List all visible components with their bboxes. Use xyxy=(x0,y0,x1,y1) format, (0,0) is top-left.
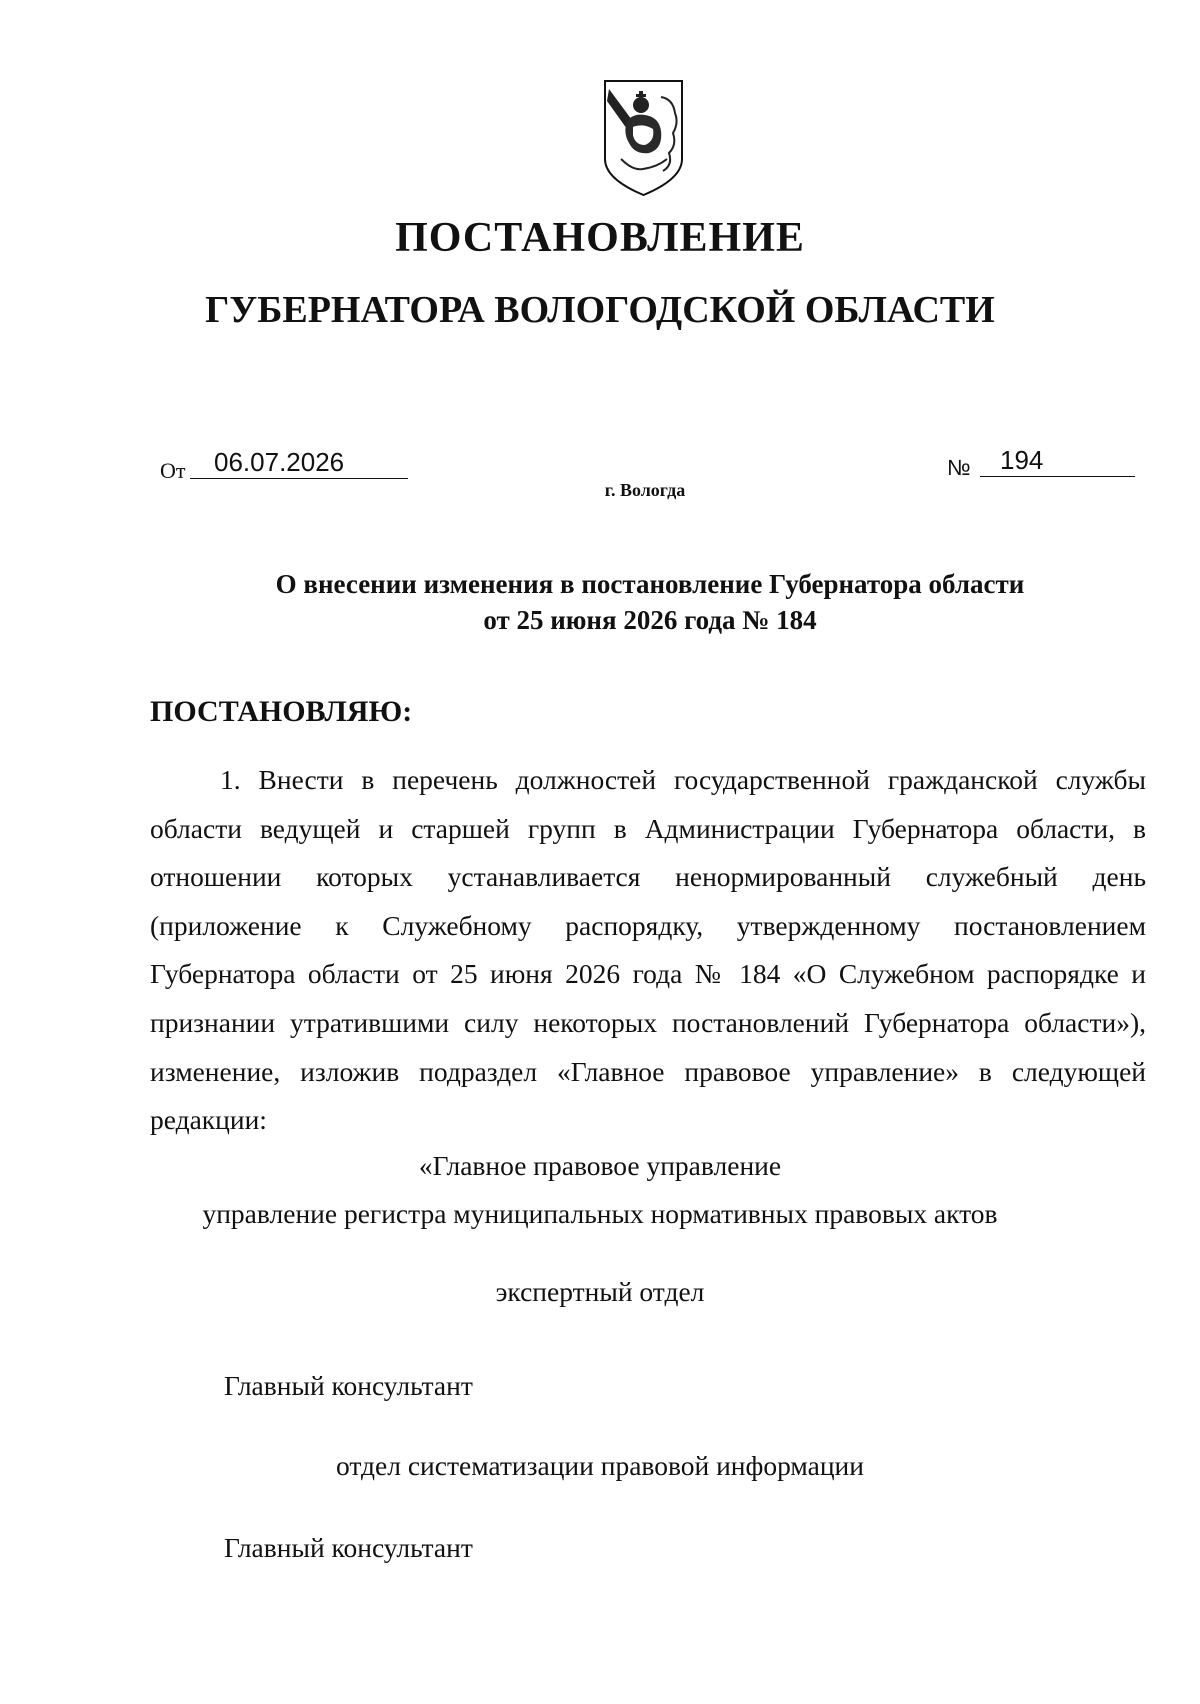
city-label: г. Вологда xyxy=(604,480,686,500)
paragraph-line: Губернатора области от 25 июня 2026 года № 184 «О Служебном распорядке и xyxy=(150,958,1146,990)
document-date: 06.07.2026 xyxy=(214,447,345,477)
document-subtitle: ГУБЕРНАТОРА ВОЛОГОДСКОЙ ОБЛАСТИ xyxy=(205,289,995,331)
heading-line-2: от 25 июня 2026 года № 184 xyxy=(483,605,817,635)
paragraph-line: признании утратившими силу некоторых постановлений Губернатора области»), xyxy=(150,1006,1146,1038)
number-prefix: № xyxy=(947,455,971,480)
sub-department: управление регистра муниципальных нормативных правовых актов xyxy=(202,1198,998,1229)
paragraph-line: изменение, изложив подраздел «Главное правовое управление» в следующей xyxy=(150,1055,1146,1087)
expert-department: экспертный отдел xyxy=(495,1276,705,1307)
date-prefix: От xyxy=(160,458,186,483)
heading-line-1: О внесении изменения в постановление Губернатора области xyxy=(275,569,1025,599)
paragraph-line: (приложение к Служебному распорядку, утвержденному постановлением xyxy=(150,909,1146,941)
position-title: Главный консультант xyxy=(224,1370,473,1401)
paragraph-line: области ведущей и старшей групп в Администрации Губернатора области, в xyxy=(150,812,1146,844)
main-department: «Главное правовое управление xyxy=(418,1150,782,1181)
document-title: ПОСТАНОВЛЕНИЕ xyxy=(395,215,805,261)
paragraph-line: редакции: xyxy=(150,1104,267,1136)
paragraph-line: отношении которых устанавливается ненормированный служебный день xyxy=(150,861,1146,893)
paragraph-line: 1. Внести в перечень должностей государственной гражданской службы xyxy=(220,764,1146,795)
decree-word: ПОСТАНОВЛЯЮ: xyxy=(150,695,413,728)
coat-of-arms-icon xyxy=(603,79,684,197)
document-heading xyxy=(150,566,1150,638)
document-number: 194 xyxy=(1000,445,1044,475)
position-title: Главный консультант xyxy=(224,1532,473,1563)
main-paragraph xyxy=(150,756,1146,1145)
systematization-department: отдел систематизации правовой информации xyxy=(336,1450,864,1481)
